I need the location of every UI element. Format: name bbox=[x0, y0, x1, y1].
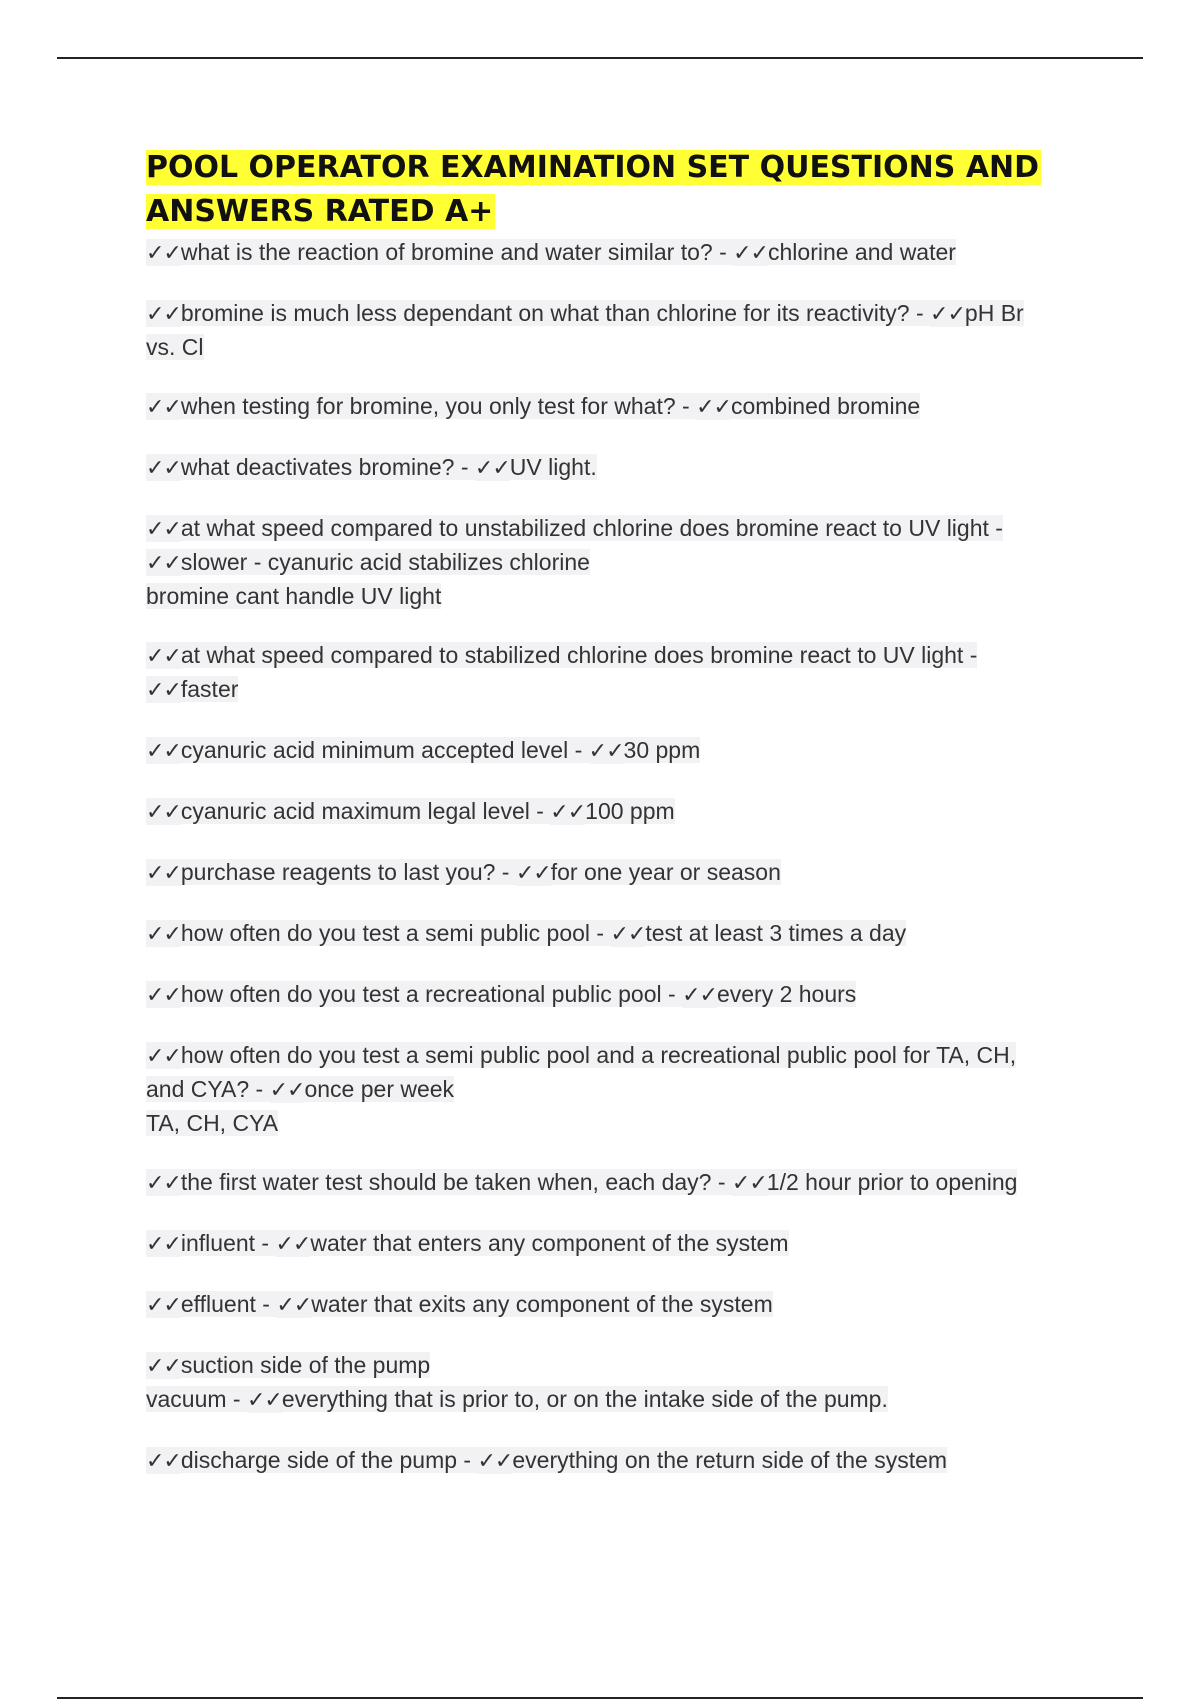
answer-check-mark: ✓✓ bbox=[610, 922, 646, 947]
answer-check-mark: ✓✓ bbox=[515, 861, 551, 886]
qa-line bbox=[146, 1383, 1086, 1417]
footer-rule bbox=[57, 1697, 1143, 1699]
answer-check-mark: ✓✓ bbox=[930, 302, 965, 327]
qa-item bbox=[146, 1227, 1086, 1261]
qa-line-text bbox=[146, 1352, 430, 1378]
qa-line bbox=[146, 331, 1086, 363]
qa-line-text bbox=[146, 1169, 1017, 1195]
answer-check-mark: ✓✓ bbox=[682, 983, 717, 1008]
document-title bbox=[146, 146, 1086, 234]
question-text: faster bbox=[180, 676, 239, 702]
question-check-mark: ✓✓ bbox=[146, 861, 181, 886]
qa-line bbox=[146, 580, 1086, 612]
qa-line-text bbox=[146, 798, 675, 824]
question-text: suction side of the pump bbox=[180, 1352, 431, 1378]
qa-line-text bbox=[146, 1042, 1016, 1068]
qa-item bbox=[146, 856, 1086, 890]
answer-check-mark: ✓✓ bbox=[550, 800, 586, 825]
answer-check-mark: ✓✓ bbox=[275, 1232, 311, 1257]
answer-text: for one year or season bbox=[550, 859, 781, 885]
question-check-mark: ✓✓ bbox=[146, 302, 181, 327]
qa-item bbox=[146, 978, 1086, 1012]
qa-line-text bbox=[146, 737, 700, 763]
question-text: bromine cant handle UV light bbox=[146, 583, 442, 609]
answer-check-mark: ✓✓ bbox=[474, 456, 510, 481]
answer-text: everything that is prior to, or on the intake side of the pump. bbox=[281, 1386, 888, 1412]
question-text: influent - bbox=[180, 1230, 276, 1256]
question-text: when testing for bromine, you only test for what? - bbox=[180, 393, 697, 419]
qa-item bbox=[146, 1444, 1086, 1478]
qa-line-text bbox=[146, 676, 238, 702]
answer-text: 1/2 hour prior to opening bbox=[766, 1169, 1018, 1195]
question-text: effluent - bbox=[180, 1291, 277, 1317]
qa-line bbox=[146, 1444, 1086, 1478]
question-text: discharge side of the pump - bbox=[180, 1447, 478, 1473]
question-text: bromine is much less dependant on what than chlorine for its reactivity? - bbox=[180, 300, 931, 326]
answer-text: chlorine and water bbox=[768, 239, 956, 265]
qa-line bbox=[146, 639, 1086, 673]
qa-item bbox=[146, 1349, 1086, 1417]
question-check-mark: ✓✓ bbox=[146, 551, 181, 576]
answer-text: every 2 hours bbox=[716, 981, 857, 1007]
question-check-mark: ✓✓ bbox=[146, 739, 181, 764]
question-check-mark: ✓✓ bbox=[146, 456, 181, 481]
qa-line-text bbox=[146, 515, 1003, 541]
question-check-mark: ✓✓ bbox=[146, 1232, 181, 1257]
qa-line bbox=[146, 390, 1086, 424]
question-text: what is the reaction of bromine and water similar to? - bbox=[180, 239, 734, 265]
qa-line bbox=[146, 451, 1086, 485]
answer-text: pH Br bbox=[964, 300, 1024, 326]
qa-item bbox=[146, 917, 1086, 951]
question-text: at what speed compared to stabilized chlorine does bromine react to UV light - bbox=[180, 642, 978, 668]
qa-line-text bbox=[146, 239, 956, 265]
qa-line bbox=[146, 546, 1086, 580]
qa-line bbox=[146, 1166, 1086, 1200]
qa-line bbox=[146, 917, 1086, 951]
qa-line bbox=[146, 1073, 1086, 1107]
answer-text: 30 ppm bbox=[623, 737, 701, 763]
question-text: vs. Cl bbox=[146, 334, 204, 360]
qa-item bbox=[146, 1166, 1086, 1200]
answer-text: water that enters any component of the system bbox=[310, 1230, 789, 1256]
qa-line-text bbox=[146, 920, 906, 946]
qa-line bbox=[146, 978, 1086, 1012]
answer-text: 100 ppm bbox=[585, 798, 675, 824]
qa-line-text bbox=[146, 454, 597, 480]
question-check-mark: ✓✓ bbox=[146, 1293, 181, 1318]
question-text: vacuum - bbox=[146, 1386, 247, 1412]
answer-check-mark: ✓✓ bbox=[477, 1449, 513, 1474]
question-text: cyanuric acid minimum accepted level - bbox=[180, 737, 589, 763]
qa-item bbox=[146, 512, 1086, 612]
qa-line bbox=[146, 734, 1086, 768]
question-check-mark: ✓✓ bbox=[146, 1044, 181, 1069]
qa-line-text bbox=[146, 1076, 454, 1102]
qa-line bbox=[146, 1288, 1086, 1322]
answer-text: UV light. bbox=[509, 454, 597, 480]
answer-text: water that exits any component of the system bbox=[311, 1291, 773, 1317]
qa-line bbox=[146, 1349, 1086, 1383]
qa-list bbox=[146, 236, 1086, 1478]
qa-line-text bbox=[146, 859, 781, 885]
question-check-mark: ✓✓ bbox=[146, 517, 181, 542]
question-check-mark: ✓✓ bbox=[146, 1171, 181, 1196]
question-text: how often do you test a semi public pool and a recreational public pool for TA, CH, bbox=[180, 1042, 1017, 1068]
question-check-mark: ✓✓ bbox=[146, 922, 181, 947]
qa-line-text bbox=[146, 1291, 773, 1317]
question-check-mark: ✓✓ bbox=[146, 983, 181, 1008]
qa-line bbox=[146, 795, 1086, 829]
qa-line-text bbox=[146, 642, 977, 668]
qa-line-text bbox=[146, 1110, 278, 1136]
question-check-mark: ✓✓ bbox=[146, 678, 181, 703]
qa-line bbox=[146, 673, 1086, 707]
qa-line bbox=[146, 856, 1086, 890]
qa-item bbox=[146, 734, 1086, 768]
answer-text: everything on the return side of the system bbox=[512, 1447, 948, 1473]
qa-item bbox=[146, 236, 1086, 270]
answer-text: once per week bbox=[304, 1076, 455, 1102]
qa-line-text bbox=[146, 583, 441, 609]
question-check-mark: ✓✓ bbox=[146, 800, 181, 825]
answer-check-mark: ✓✓ bbox=[731, 1171, 767, 1196]
qa-line bbox=[146, 297, 1086, 331]
qa-line-text bbox=[146, 334, 204, 360]
qa-item bbox=[146, 639, 1086, 707]
qa-item bbox=[146, 297, 1086, 363]
question-text: at what speed compared to unstabilized chlorine does bromine react to UV light - bbox=[180, 515, 1003, 541]
question-check-mark: ✓✓ bbox=[146, 1354, 181, 1379]
question-check-mark: ✓✓ bbox=[146, 644, 181, 669]
title-line-2: ANSWERS RATED A+ bbox=[146, 194, 494, 229]
question-text: slower - cyanuric acid stabilizes chlorine bbox=[180, 549, 590, 575]
answer-check-mark: ✓✓ bbox=[696, 395, 731, 420]
qa-line bbox=[146, 1107, 1086, 1139]
question-check-mark: ✓✓ bbox=[146, 241, 181, 266]
question-check-mark: ✓✓ bbox=[146, 395, 181, 420]
qa-line bbox=[146, 236, 1086, 270]
question-text: what deactivates bromine? - bbox=[180, 454, 475, 480]
header-rule bbox=[57, 57, 1143, 59]
question-text: purchase reagents to last you? - bbox=[180, 859, 516, 885]
question-text: the first water test should be taken when, each day? - bbox=[180, 1169, 732, 1195]
answer-check-mark: ✓✓ bbox=[276, 1293, 312, 1318]
qa-item bbox=[146, 1039, 1086, 1139]
qa-item bbox=[146, 795, 1086, 829]
answer-check-mark: ✓✓ bbox=[733, 241, 768, 266]
qa-item bbox=[146, 451, 1086, 485]
question-check-mark: ✓✓ bbox=[146, 1449, 181, 1474]
qa-line-text bbox=[146, 300, 1024, 326]
qa-line-text bbox=[146, 1230, 789, 1256]
question-text: TA, CH, CYA bbox=[146, 1110, 279, 1136]
qa-line-text bbox=[146, 549, 590, 575]
question-text: cyanuric acid maximum legal level - bbox=[180, 798, 551, 824]
qa-item bbox=[146, 390, 1086, 424]
question-text: how often do you test a semi public pool - bbox=[180, 920, 611, 946]
answer-check-mark: ✓✓ bbox=[269, 1078, 305, 1103]
answer-text: combined bromine bbox=[730, 393, 921, 419]
qa-line-text bbox=[146, 1447, 947, 1473]
question-text: and CYA? - bbox=[146, 1076, 270, 1102]
qa-line bbox=[146, 1039, 1086, 1073]
answer-check-mark: ✓✓ bbox=[246, 1388, 282, 1413]
qa-line-text bbox=[146, 1386, 888, 1412]
answer-text: test at least 3 times a day bbox=[645, 920, 907, 946]
question-text: how often do you test a recreational public pool - bbox=[180, 981, 683, 1007]
document-body bbox=[146, 146, 1086, 1505]
title-line-1: POOL OPERATOR EXAMINATION SET QUESTIONS AND bbox=[146, 150, 1040, 185]
qa-line bbox=[146, 512, 1086, 546]
qa-line bbox=[146, 1227, 1086, 1261]
qa-item bbox=[146, 1288, 1086, 1322]
qa-line-text bbox=[146, 393, 920, 419]
answer-check-mark: ✓✓ bbox=[588, 739, 624, 764]
qa-line-text bbox=[146, 981, 856, 1007]
